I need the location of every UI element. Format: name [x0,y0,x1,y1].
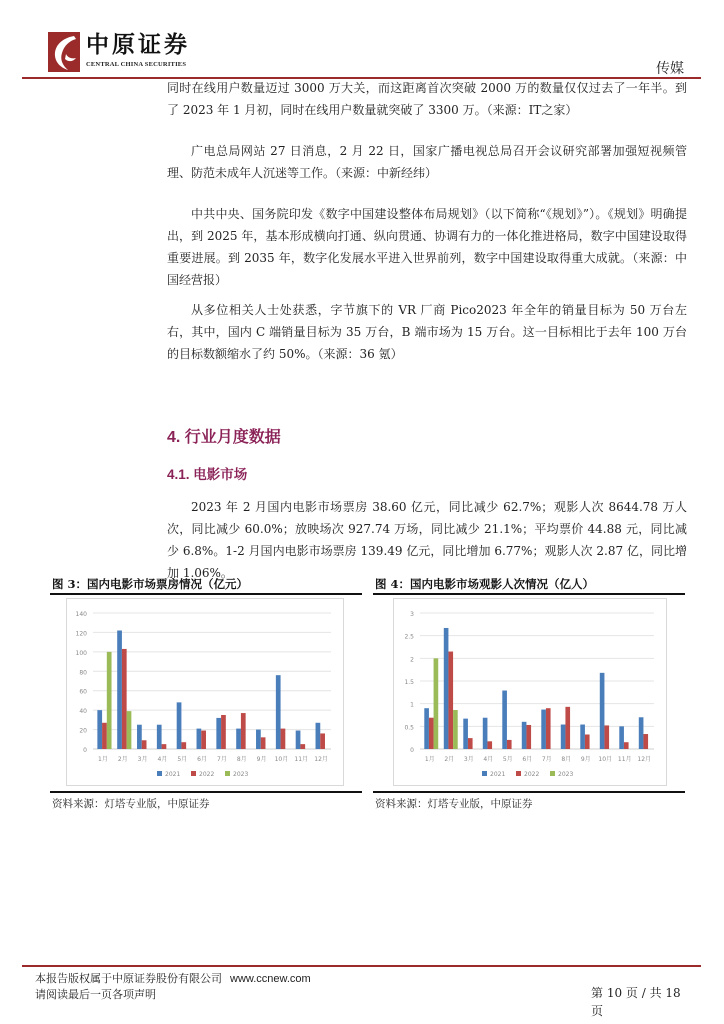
bar-2021 [157,725,162,749]
bar-2021 [522,722,527,749]
bar-2022 [102,723,107,749]
bar-2022 [201,731,206,749]
x-tick-label: 12月 [314,756,328,763]
bar-2021 [216,718,221,749]
x-tick-label: 1月 [424,756,435,763]
footer-divider [22,965,701,967]
bar-2022 [565,707,570,749]
y-tick-label: 1 [410,701,414,709]
paragraph-text: 从多位相关人士处获悉，字节旗下的 VR 厂商 Pico2023 年全年的销量目标为 50 万台左右，其中，国内 C 端销量目标为 35 万台，B 端市场为 15 万台。这一目标相比于去年 100 万台的目标数额缩水了约 50%。（来源：36 氪） [167,303,687,361]
x-tick-label: 7月 [541,756,552,763]
bar-2021 [256,730,261,749]
paragraph-4 [167,299,687,365]
bar-2021 [483,718,488,749]
y-tick-label: 100 [75,649,87,657]
paragraph-3 [167,203,687,291]
figure-bottom-rule [373,791,685,793]
bar-2021 [276,675,281,749]
legend-label: 2022 [524,771,540,778]
bar-2021 [541,710,546,749]
bar-2021 [444,628,449,749]
bar-2022 [261,737,266,749]
logo-mark-icon [48,32,80,72]
bar-2022 [181,742,186,749]
bar-2022 [604,725,609,749]
bar-2022 [429,718,434,749]
bar-2021 [197,729,202,749]
figure-4 [373,576,685,811]
y-tick-label: 0 [410,747,414,754]
bar-2022 [320,733,325,749]
y-tick-label: 80 [79,669,87,677]
bar-2022 [221,715,226,749]
x-tick-label: 12月 [637,756,652,763]
bar-2021 [463,719,468,749]
legend-swatch [482,771,487,776]
y-tick-label: 2 [410,656,414,664]
bar-2021 [561,725,566,749]
x-tick-label: 9月 [580,756,591,763]
x-tick-label: 4月 [157,756,168,763]
legend-label: 2023 [558,771,574,778]
footer-copyright [35,970,311,986]
bar-2022 [241,713,246,749]
legend-swatch [550,771,555,776]
bar-2022 [624,742,629,749]
y-tick-label: 140 [75,611,87,618]
bar-2022 [526,725,531,749]
page-number: 第 10 页 / 共 18 页 [591,986,681,1018]
x-tick-label: 5月 [177,756,188,763]
bar-2021 [619,726,624,749]
y-tick-label: 0 [83,747,87,754]
box-office-chart [66,598,344,786]
bar-2023 [434,658,439,749]
x-tick-label: 6月 [197,756,207,763]
figure-title: 图 3：国内电影市场票房情况（亿元） [52,577,249,591]
paragraph-text: 广电总局网站 27 日消息，2 月 22 日，国家广播电视总局召开会议研究部署加强短视频管理、防范未成年人沉迷等工作。（来源：中新经纬） [167,144,687,180]
paragraph-text: 中共中央、国务院印发《数字中国建设整体布局规划》（以下简称“《规划》”）。《规划》明确提出，到 2025 年，基本形成横向打通、纵向贯通、协调有力的一体化推进格局，数字中国建设取得重要进展。到 2035 年，数字化发展水平进入世界前列，数字中国建设取得重大成就。（来源：中国经营报） [167,207,687,287]
x-tick-label: 8月 [561,756,572,763]
footer-disclaimer: 请阅读最后一页各项声明 [35,988,156,1001]
x-tick-label: 9月 [256,756,267,763]
section-tag: 传媒 [656,61,684,77]
legend-swatch [157,771,162,776]
bar-2021 [502,691,507,749]
x-tick-label: 3月 [137,756,148,763]
bar-2021 [580,725,585,749]
bar-2021 [296,731,301,749]
company-logo [48,32,228,72]
figure-top-rule [373,593,685,595]
x-tick-label: 5月 [502,756,513,763]
x-tick-label: 10月 [598,756,613,763]
y-tick-label: 120 [75,630,87,638]
x-tick-label: 8月 [236,756,247,763]
y-tick-label: 0.5 [404,724,414,732]
bar-2021 [424,708,429,749]
logo-chinese-name: 中原证券 [86,31,190,58]
bar-2021 [97,710,102,749]
x-tick-label: 3月 [463,756,474,763]
figure-bottom-rule [50,791,362,793]
y-tick-label: 20 [79,727,87,735]
paragraph-text: 同时在线用户数量迈过 3000 万大关，而这距离首次突破 2000 万的数量仅仅过去了一年半。到了 2023 年 1 月初，同时在线用户数量就突破了 3300 万。（来源：IT之家） [167,81,687,117]
figure-top-rule [50,593,362,595]
x-tick-label: 11月 [294,756,309,763]
bar-2022 [643,734,648,749]
subsection-heading: 4.1. 电影市场 [167,467,248,482]
bar-2021 [600,673,605,749]
bar-2022 [487,741,492,749]
bar-2021 [177,702,182,749]
bar-2022 [122,649,127,749]
x-tick-label: 6月 [522,756,533,763]
bar-2023 [127,711,132,749]
y-tick-label: 40 [79,708,87,716]
figure-source: 资料来源：灯塔专业版，中原证券 [52,798,210,810]
paragraph-2 [167,140,687,184]
y-tick-label: 2.5 [404,633,414,641]
bar-2021 [236,729,241,749]
x-tick-label: 4月 [483,756,494,763]
figure-title: 图 4：国内电影市场观影人次情况（亿人） [375,577,595,591]
logo-english-name: CENTRAL CHINA SECURITIES [86,61,187,68]
attendance-bar-chart [394,599,666,785]
y-tick-label: 1.5 [404,679,414,686]
x-tick-label: 2月 [444,756,455,763]
legend-swatch [225,771,230,776]
paragraph-1 [167,77,687,121]
bar-2021 [316,723,321,749]
website-link[interactable]: www.ccnew.com [230,973,311,985]
copyright-text: 本报告版权属于中原证券股份有限公司 [35,972,222,985]
attendance-chart [393,598,667,786]
bar-2022 [300,744,305,749]
bar-2022 [142,740,147,749]
x-tick-label: 1月 [98,756,108,763]
bar-2022 [507,740,512,749]
y-tick-label: 3 [410,611,414,618]
box-office-bar-chart [67,599,343,785]
bar-2022 [546,708,551,749]
bar-2023 [453,710,458,749]
bar-2023 [107,652,112,749]
bar-2021 [117,630,122,749]
legend-label: 2023 [233,771,249,778]
bar-2022 [281,729,286,749]
x-tick-label: 2月 [117,756,128,763]
paragraph-text: 2023 年 2 月国内电影市场票房 38.60 亿元，同比减少 62.7%；观影人次 8644.78 万人次，同比减少 60.0%；放映场次 927.74 万场，同比减少 21.1%；平均票价 44.88 元，同比减少 6.8%。1-2 月国内电影市场票房 139.49 亿元，同比增加 6.77%；观影人次 2.87 亿，同比增加 1.06%。 [167,500,687,580]
bar-2022 [448,652,453,749]
bar-2022 [585,734,590,749]
legend-label: 2021 [165,771,181,778]
legend-swatch [191,771,196,776]
x-tick-label: 10月 [274,756,289,763]
x-tick-label: 7月 [217,756,227,763]
movie-market-paragraph [167,496,687,584]
bar-2022 [468,738,473,749]
section-heading: 4. 行业月度数据 [167,429,281,446]
x-tick-label: 11月 [617,756,632,763]
legend-label: 2021 [490,771,506,778]
legend-swatch [516,771,521,776]
figure-source: 资料来源：灯塔专业版，中原证券 [375,798,533,810]
figure-3 [50,576,362,811]
bar-2022 [162,744,167,749]
legend-label: 2022 [199,771,215,778]
bar-2021 [137,725,142,749]
bar-2021 [639,717,644,749]
y-tick-label: 60 [79,688,87,696]
